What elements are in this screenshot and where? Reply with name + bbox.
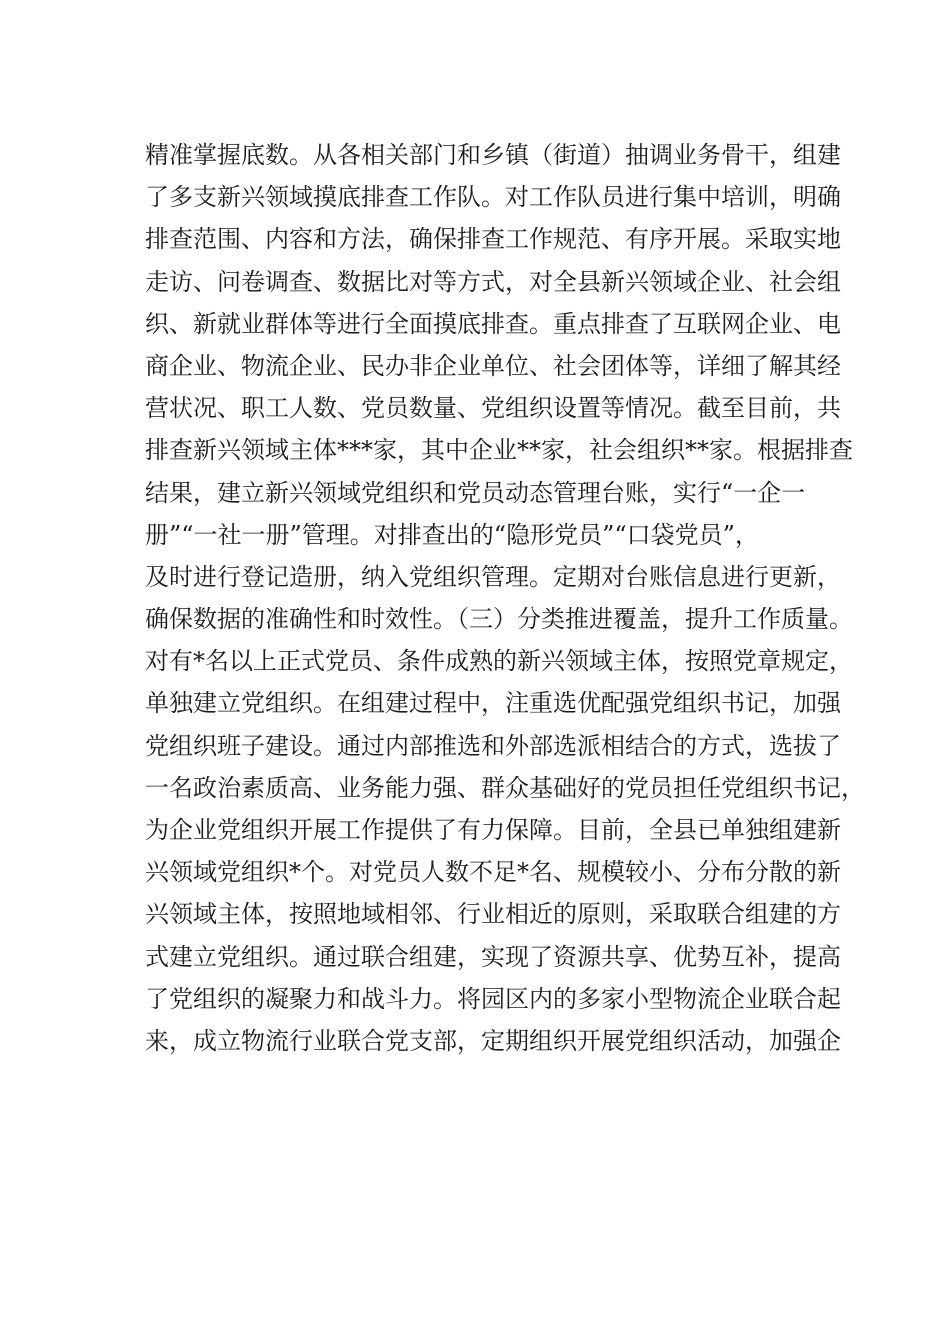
text-line: 式建立党组织。通过联合组建，实现了资源共享、优势互补，提高: [145, 942, 841, 971]
text-line: 织、新就业群体等进行全面摸底排查。重点排查了互联网企业、电: [145, 309, 841, 338]
text-line: 兴领域主体，按照地域相邻、行业相近的原则，采取联合组建的方: [145, 900, 841, 929]
text-line: 营状况、职工人数、党员数量、党组织设置等情况。截至目前，共: [145, 394, 841, 423]
text-line: 为企业党组织开展工作提供了有力保障。目前，全县已单独组建新: [145, 816, 841, 844]
text-line: 来，成立物流行业联合党支部，定期组织开展党组织活动，加强企: [145, 1026, 841, 1055]
body-text: [145, 134, 865, 1062]
text-line: 排查新兴领域主体***家，其中企业**家，社会组织**家。根据排查: [145, 436, 853, 465]
text-line: 及时进行登记造册，纳入党组织管理。定期对台账信息进行更新，: [145, 562, 841, 591]
text-line: 党组织班子建设。通过内部推选和外部选派相结合的方式，选拔了: [145, 731, 841, 760]
text-line: 走访、问卷调查、数据比对等方式，对全县新兴领域企业、社会组: [145, 267, 841, 296]
text-line: 确保数据的准确性和时效性。（三）分类推进覆盖，提升工作质量。: [145, 605, 853, 634]
text-line: 了党组织的凝聚力和战斗力。将园区内的多家小型物流企业联合起: [145, 984, 841, 1013]
text-line: 了多支新兴领域摸底排查工作队。对工作队员进行集中培训，明确: [145, 183, 841, 212]
text-line: 单独建立党组织。在组建过程中，注重选优配强党组织书记，加强: [145, 689, 841, 718]
text-line: 结果，建立新兴领域党组织和党员动态管理台账，实行“一企一: [145, 478, 806, 507]
text-line: 商企业、物流企业、民办非企业单位、社会团体等，详细了解其经: [145, 351, 841, 380]
text-line: 对有*名以上正式党员、条件成熟的新兴领域主体，按照党章规定，: [145, 647, 853, 676]
text-line: 兴领域党组织*个。对党员人数不足*名、规模较小、分布分散的新: [145, 858, 841, 887]
text-line: 册”“一社一册”管理。对排查出的“隐形党员”“口袋党员”，: [145, 520, 759, 549]
text-line: 一名政治素质高、业务能力强、群众基础好的党员担任党组织书记，: [145, 773, 865, 802]
text-line: 精准掌握底数。从各相关部门和乡镇（街道）抽调业务骨干，组建: [145, 141, 841, 169]
text-line: 排查范围、内容和方法，确保排查工作规范、有序开展。采取实地: [145, 225, 841, 254]
